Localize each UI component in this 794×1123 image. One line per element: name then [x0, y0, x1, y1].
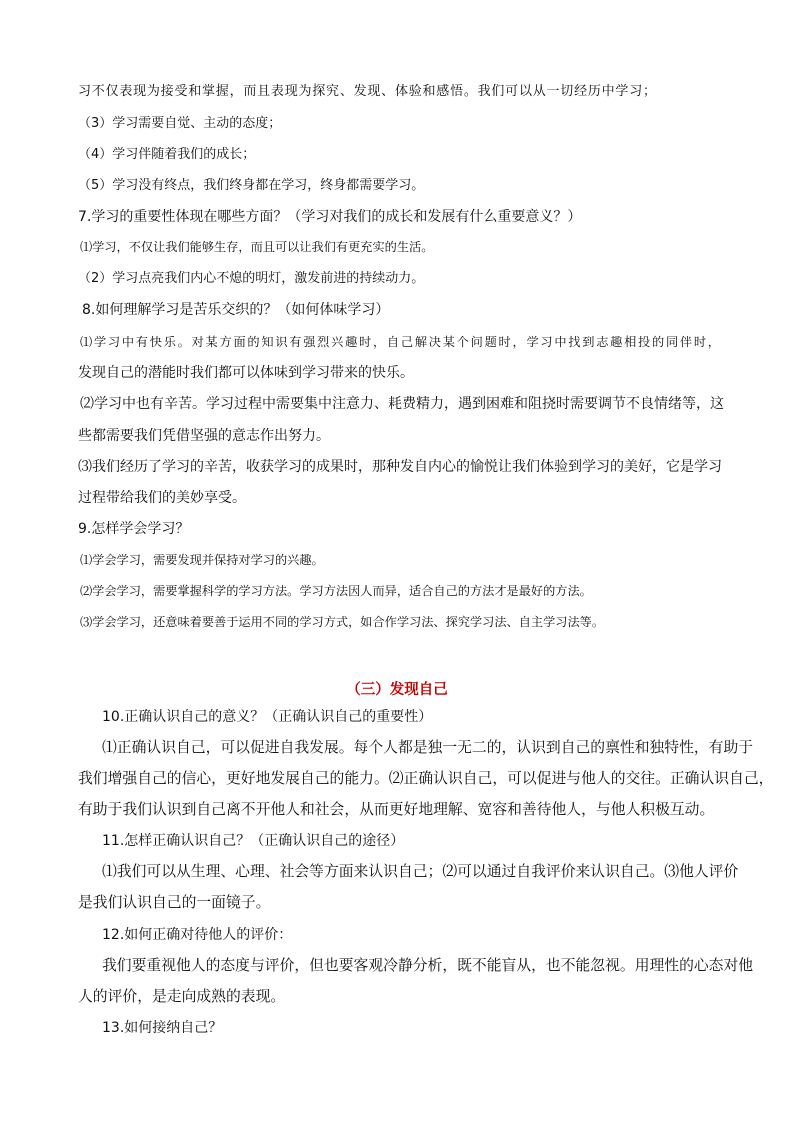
question-heading: 12.如何正确对待他人的评价：	[102, 927, 293, 943]
text-line: 是我们认识自己的一面镜子。	[78, 894, 271, 911]
question-heading: 7.学习的重要性体现在哪些方面？（学习对我们的成长和发展有什么重要意义？）	[78, 209, 582, 225]
text-line: （4）学习伴随着我们的成长；	[78, 147, 256, 162]
question-heading: 9.怎样学会学习？	[78, 521, 190, 537]
text-line: ⑵学习中也有辛苦。学习过程中需要集中注意力、耗费精力，遇到困难和阻挠时需要调节不良情绪等，这	[80, 396, 724, 412]
text-line: 过程带给我们的美妙享受。	[78, 490, 246, 506]
question-heading: 8.如何理解学习是苦乐交织的？（如何体味学习）	[82, 302, 390, 318]
text-line: 习不仅表现为接受和掌握，而且表现为探究、发现、体验和感悟。我们可以从一切经历中学习；	[78, 84, 656, 99]
section-heading: （三）发现自己	[346, 682, 448, 698]
text-line: 人的评价，是走向成熟的表现。	[78, 988, 286, 1005]
text-line: 我们要重视他人的态度与评价，但也要客观冷静分析，既不能盲从，也不能忽视。用理性的心态对他	[102, 957, 754, 974]
text-line: ⑴正确认识自己，可以促进自我发展。每个人都是独一无二的，认识到自己的禀性和独特性，有助于	[102, 739, 754, 756]
text-line: 些都需要我们凭借坚强的意志作出努力。	[78, 428, 330, 444]
text-line: 我们增强自己的信心，更好地发展自己的能力。⑵正确认识自己，可以促进与他人的交往。正确认识自己，	[78, 770, 774, 787]
text-line: ⑶学会学习，还意味着要善于运用不同的学习方式，如合作学习法、探究学习法、自主学习法等。	[80, 615, 605, 629]
text-line: （5）学习没有终点，我们终身都在学习，终身都需要学习。	[78, 178, 425, 193]
text-line: （2）学习点亮我们内心不熄的明灯，激发前进的持续动力。	[78, 271, 425, 286]
text-line: ⑴学习中有快乐。对某方面的知识有强烈兴趣时，自己解决某个问题时，学习中找到志趣相投的同伴时，	[80, 335, 720, 349]
text-line: 有助于我们认识到自己离不开他人和社会，从而更好地理解、宽容和善待他人，与他人积极互动。	[78, 801, 715, 818]
text-line: ⑴学习，不仅让我们能够生存，而且可以让我们有更充实的生活。	[80, 240, 434, 254]
text-line: ⑵学会学习，需要掌握科学的学习方法。学习方法因人而异，适合自己的方法才是最好的方法。	[80, 584, 592, 598]
text-line: ⑴我们可以从生理、心理、社会等方面来认识自己；⑵可以通过自我评价来认识自己。⑶他人评价	[102, 863, 739, 880]
question-heading: 10.正确认识自己的意义？（正确认识自己的重要性）	[102, 709, 433, 725]
question-heading: 13.如何接纳自己？	[102, 1020, 223, 1036]
text-line: （3）学习需要自觉、主动的态度；	[78, 116, 282, 131]
question-heading: 11.怎样正确认识自己？（正确认识自己的途径）	[102, 833, 405, 849]
text-line: ⑶我们经历了学习的辛苦，收获学习的成果时，那种发自内心的愉悦让我们体验到学习的美好，它是学习	[78, 459, 722, 475]
text-line: ⑴学会学习，需要发现并保持对学习的兴趣。	[80, 553, 324, 567]
text-line: 发现自己的潜能时我们都可以体味到学习带来的快乐。	[78, 365, 414, 381]
